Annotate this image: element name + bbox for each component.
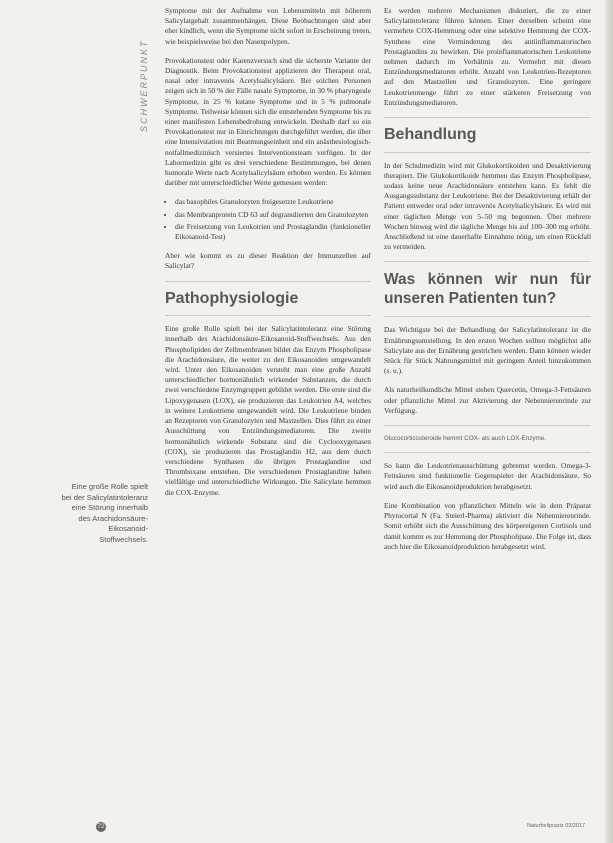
paragraph: So kann die Leukotrienausschüttung gebremst werden. Omega-3-Fettsäuren sind funktionelle Gegenspieler der Arachidonsäure. So wird auch die Eikosanoidproduktion herabgesetzt. <box>384 461 591 491</box>
divider <box>165 315 371 316</box>
bullet-list <box>165 197 371 242</box>
heading-behandlung: Behandlung <box>384 126 477 144</box>
left-column <box>165 6 371 507</box>
paragraph: Es werden mehrere Mechanismen diskutiert, die zu einer Salicylatintoleranz führen können. Einer derselben scheint eine vermehrte COX-Hemmung oder eine selektive Hemmung der COX-Synthese eine Verminderung des antiinflammatorischen Prostaglandins zu bewirken. Die proinflammatorischen Leukotriene nehmen dadurch im Verhältnis zu. Vermehrt mit diesen Entzündungsmediatoren erhöht. Anzahl von Leukotrien-Rezeptoren auf den Mastzellen und Granulozyten. Eine geringere Leukotrienmenge führt zu einer stärkeren Freisetzung von Entzündungsmediatoren. <box>384 6 591 107</box>
paragraph: Provokationstest oder Karenzversuch sind die sicherste Variante der Diagnostik. Beim Provokationstest applizieren der Therapeut oral, nasal oder intravenös Acetylsalicylsäure. Bei solchen Personen zeigen sich in 50 % der Fälle nasale Symptome, in 30 % pharyngeale Symptome, in 25 % kutane Symptome und in 5 % pulmonale Symptome. Teilweise können sich die entstehenden Symptome bis zu einer manifesten Lebensbedrohung entwickeln. Deshalb darf so ein Provokationstest nur in Einrichtungen durchgeführt werden, die über eine Intensivstation mit Beatmungseinheit und ein anästhesiologisch-notfallmedizinisch versiertes Interventionsteam verfügen. In der Labormedizin gibt es drei verschiedene Bestimmungen, bei denen humorale Werte nach Acetylsalicylsäure erhoben werden. Es können darüber mit unterschiedlicher Werte gemessen werden: <box>165 55 371 188</box>
pull-quote: Eine große Rolle spielt bei der Salicylatintoleranz eine Störung innerhalb des Arachidonsäure-Eikosanoid-Stoffwechsels. <box>61 482 148 544</box>
paragraph: Symptome mit der Aufnahme von Lebensmitteln mit höherem Salicylatgehalt zusammenhängen. Diese Beobachtungen sind aber eher kindlich, wenn die Symptome nicht sofort in Erscheinung treten, wie beispielsweise bei den Nasenpolypen. <box>165 6 371 46</box>
paragraph: Eine Kombination von pflanzlichen Mitteln wie in dem Präparat Phytocortal N (Fa. Steierl-Pharma) aktiviert die Nebennierenrinde. Somit erhöht sich die Ausschüttung des körpereigenen Cortisols und damit kommt es zur Hemmung der Phospholipase. Die Folge ist, dass auch hier die Eikosanoidproduktion herabgesetzt wird. <box>384 500 591 551</box>
divider <box>384 261 591 262</box>
paragraph: Aber wie kommt es zu dieser Reaktion der Immunzellen auf Salicylat? <box>165 251 371 271</box>
list-item: • die Freisetzung von Leukotrien und Prostaglandin (funktioneller Eikosanoid-Test) <box>175 222 371 242</box>
paragraph: Als naturheilkundliche Mittel stehen Quercetin, Omega-3-Fettsäuren oder pflanzliche Mittel zur Aktivierung der Nebennierenrinde zur Verfügung. <box>384 385 591 415</box>
paragraph: Eine große Rolle spielt bei der Salicylatintoleranz eine Störung innerhalb des Arachidonsäure-Eikosanoid-Stoffwechsels. Aus den Phospholipiden der Zellmembranen bildet das Enzym Phospholipase die Arachidonsäure, die weiter zu den Eikosanoiden umgewandelt wird. Unter den Eikosanoiden versteht man eine große Anzahl unterschiedlicher hormonähnlich wirkender Substanzen, die durch zwei verschiedene Enzymgruppen gebildet werden. Die erste sind die Lipoxygenasen (LOX), sie produzieren das Leukotrien A4, welches in weitere Leukotriene umgewandelt wird. Die Leukotriene binden an Rezeptoren von Granulozyten und Mastzellen. Dies führt zu einer Ausschüttung von Entzündungsmediatoren. Die zweite hormonähnlich wirkende Substanz sind die Cyclooxygenasen (COX), sie produzieren das Prostaglandin H2, aus dem durch verschiedene Synthasen die übrigen Prostaglandine und Thromboxane entstehen. Die verschiedenen Prostaglandine haben vielfältige und unterschiedliche Wirkungen. Die Salicylate hemmen die COX-Enzyme. <box>165 324 371 497</box>
divider <box>384 117 591 118</box>
divider <box>384 452 591 453</box>
list-item: • das basophiles Granulozyten freigesetzte Leukotriene <box>175 197 371 207</box>
divider <box>384 316 591 317</box>
figure-caption: Glucocorticosteroide hemmt COX- als auch LOX-Enzyme. <box>384 435 547 443</box>
heading-pathophysiologie: Pathophysiologie <box>165 289 299 307</box>
section-tab: SCHWERPUNKT <box>139 39 149 132</box>
right-column <box>384 6 591 561</box>
page-number: 72 <box>97 823 105 830</box>
paragraph: In der Schulmedizin wird mit Glukokortikoiden und Desaktivierung therapiert. Die Glukokortikoide hemmen das Enzym Phospholipase, sodass keine neue Arachidonsäure entstehen kann. Es fehlt die Ausgangssubstanz der Leukotriene. Bei der Desaktivierung erhält der Patient entweder oral oder intravenös Acetylsalicylsäure. Es wird mit einer täglichen Menge von 5–50 mg begonnen. Über mehrere Wochen hinweg wird die tägliche Menge bis auf 100–300 mg erhöht. Anschließend ist eine dauerhafte Einnahme nötig, um einen Rückfall zu vermeiden. <box>384 160 591 252</box>
divider <box>165 281 371 282</box>
divider <box>384 152 591 153</box>
divider <box>384 425 591 426</box>
heading-patienten: Was können wir nun für unseren Patienten tun? <box>384 271 591 308</box>
footer-journal: Naturheilpraxis 03/2017 <box>527 823 586 829</box>
paragraph: Das Wichtigste bei der Behandlung der Salicylatintoleranz ist die Ernährungsumstellung. In den ersten Wochen sollten möglichst alle Salicylate aus der Ernährung gestrichen werden. Dann können wieder Stück für Stück Nahrungsmittel mit geringem Anteil hinzukommen (s. u.). <box>384 325 591 376</box>
list-item: • das Membranprotein CD 63 auf degranulierten den Granulozyten <box>175 210 371 220</box>
